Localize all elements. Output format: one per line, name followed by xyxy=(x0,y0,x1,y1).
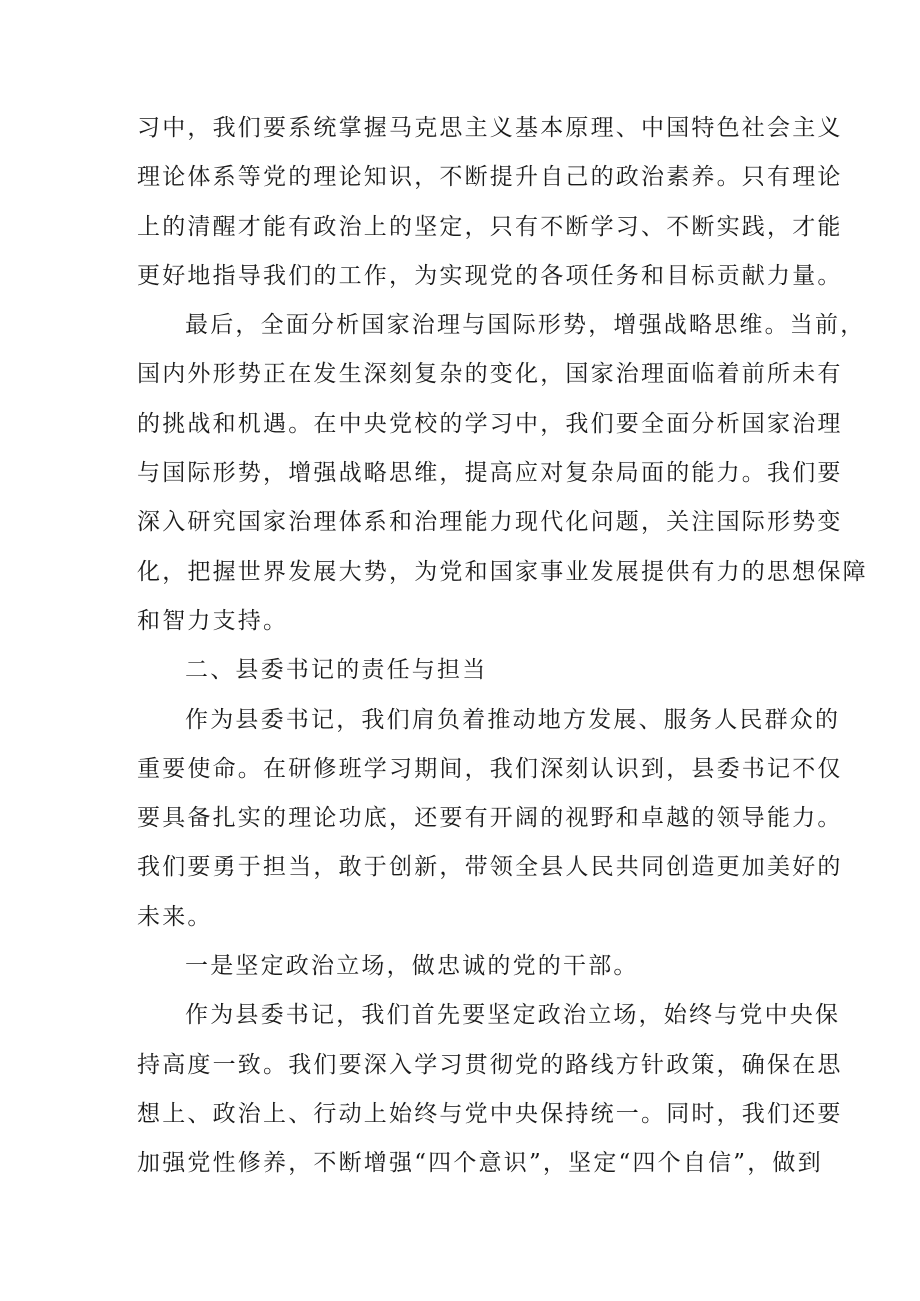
paragraph-first-line: 作为县委书记，我们首先要坚定政治立场，始终与党中央保 xyxy=(185,1002,841,1029)
text-line: 加强党性修养，不断增强“四个意识”，坚定“四个自信”，做到 xyxy=(137,1150,823,1177)
text-line: 想上、政治上、行动上始终与党中央保持统一。同时，我们还要 xyxy=(137,1100,843,1127)
text-line: 持高度一致。我们要深入学习贯彻党的路线方针政策，确保在思 xyxy=(137,1051,843,1078)
text-line: 习中，我们要系统掌握马克思主义基本原理、中国特色社会主义 xyxy=(137,115,843,141)
text-line: 化，把握世界发展大势，为党和国家事业发展提供有力的思想保障 xyxy=(137,558,868,585)
text-line: 要具备扎实的理论功底，还要有开阔的视野和卓越的领导能力。 xyxy=(137,805,843,832)
text-line: 我们要勇于担当，敢于创新，带领全县人民共同创造更加美好的 xyxy=(137,854,843,881)
text-line: 和智力支持。 xyxy=(137,607,289,634)
paragraph-first-line: 作为县委书记，我们肩负着推动地方发展、服务人民群众的 xyxy=(185,706,841,733)
text-line: 国内外形势正在发生深刻复杂的变化，国家治理面临着前所未有 xyxy=(137,361,843,388)
text-line: 深入研究国家治理体系和治理能力现代化问题，关注国际形势变 xyxy=(137,509,843,536)
text-line: 更好地指导我们的工作，为实现党的各项任务和目标贡献力量。 xyxy=(137,262,843,289)
document-body xyxy=(137,104,868,1189)
text-line: 的挑战和机遇。在中央党校的学习中，我们要全面分析国家治理 xyxy=(137,410,843,437)
text-line: 重要使命。在研修班学习期间，我们深刻认识到，县委书记不仅 xyxy=(137,755,843,782)
subsection-heading: 一是坚定政治立场，做忠诚的党的干部。 xyxy=(185,953,639,980)
paragraph-first-line: 最后，全面分析国家治理与国际形势，增强战略思维。当前， xyxy=(185,312,866,339)
section-heading: 二、县委书记的责任与担当 xyxy=(185,657,488,684)
text-line: 理论体系等党的理论知识，不断提升自己的政治素养。只有理论 xyxy=(137,164,843,191)
text-line: 未来。 xyxy=(137,903,213,930)
text-line: 上的清醒才能有政治上的坚定，只有不断学习、不断实践，才能 xyxy=(137,213,843,240)
text-line: 与国际形势，增强战略思维，提高应对复杂局面的能力。我们要 xyxy=(137,460,843,487)
